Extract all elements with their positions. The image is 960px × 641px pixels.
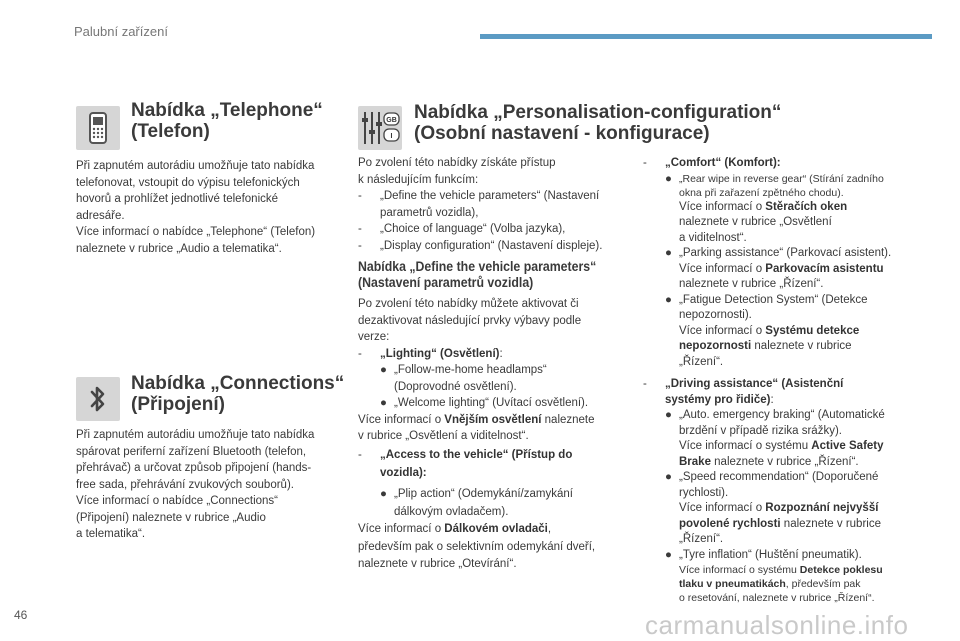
list-item [643,408,943,470]
text: naleznete v rubrice „Řízení“. [679,278,824,290]
telephone-line: hovorů a prohlížet jednotlivé telefonické [76,193,279,205]
dash-marker: - [358,449,362,461]
bluetooth-icon [76,377,120,421]
telephone-title-line1: Nabídka „Telephone“ [131,100,323,121]
lighting-more-line2: v rubrice „Osvětlení a viditelnost“. [358,430,529,442]
text: Více informací o [679,324,766,337]
bullet-marker: ● [380,397,387,409]
text-bold: Stěračích oken [765,200,848,213]
text: o resetování, naleznete v rubrice „Řízení“. [679,592,875,604]
list-item-text: „Display configuration“ (Nastavení displeje). [380,239,603,252]
comfort-heading [643,156,943,172]
text-bold: Vnějším osvětlení [444,413,542,426]
text: Více informací o systému [679,440,812,452]
list-item-text: „Plip action“ (Odemykání/zamykání [394,488,573,500]
connections-line: Více informací o nabídce „Connections“ [76,495,278,507]
list-item [358,221,628,238]
list-item-text: „Tyre inflation“ (Huštění pneumatik). [679,548,862,561]
list-item [358,188,628,221]
define-title-line2: (Nastavení parametrů vozidla) [358,274,534,290]
list-item [643,246,943,293]
text-bold: Active Safety [811,440,884,452]
connections-text [76,427,351,543]
list-item-text: „Parking assistance“ (Parkovací asistent). [679,247,892,259]
icon-badge-i: I [390,133,393,140]
access-label: vozidla): [380,466,427,479]
text: naleznete v rubrice „Osvětlení [679,216,832,228]
lighting-label: „Lighting“ (Osvětlení) [380,347,500,360]
connections-line: přehrávač) a určovat způsob připojení (hands- [76,462,312,474]
driving-label: systémy pro řidiče) [665,393,771,406]
text: Více informací o systému [679,564,800,576]
lighting-heading [358,346,633,363]
watermark: carmanualsonline.info [645,610,909,640]
text: a viditelnost“. [679,231,747,244]
dash-marker: - [358,347,362,360]
lighting-more-info [358,412,633,429]
telephone-title [131,100,323,142]
list-item-text: parametrů vozidla), [380,206,479,219]
connections-line: (Připojení) naleznete v rubrice „Audio [76,511,266,524]
connections-line: spárovat periferní zařízení Bluetooth (telefon, [76,445,307,458]
comfort-text [643,156,943,370]
text: Více informací o [358,413,445,426]
list-item-text: (Doprovodné osvětlení). [394,380,517,393]
colon: : [770,393,774,406]
list-item [358,238,628,255]
text: naleznete v rubrice „Řízení“. [710,455,859,468]
bullet-marker: ● [665,247,672,259]
list-item [358,395,633,412]
list-item-text: nepozornosti). [679,309,752,321]
define-intro-line: verze: [358,331,390,343]
text-bold: Systému detekce [765,324,860,337]
list-item [643,548,943,606]
list-item-text: rychlosti). [679,486,729,499]
access-label: „Access to the vehicle“ (Přístup do [380,449,573,461]
driving-label: „Driving assistance“ (Asistenční [665,378,844,390]
dash-marker: - [358,190,362,202]
dash-marker: - [358,239,362,252]
list-item [358,362,633,395]
text-bold: povolené rychlosti [679,517,781,530]
phone-icon [76,106,120,150]
list-item-text: „Welcome lighting“ (Uvítací osvětlení). [394,397,589,409]
access-more-line2: především pak o selektivním odemykání dveří, [358,540,596,553]
list-item-text: „Choice of language“ (Volba jazyka), [380,223,566,235]
connections-title-line2: (Připojení) [131,394,225,415]
list-item-text: „Speed recommendation“ (Doporučené [679,471,879,483]
connections-line: free sada, přehrávání zvukových souborů). [76,478,294,491]
dash-marker: - [358,223,362,235]
telephone-line: Při zapnutém autorádiu umožňuje tato nabídka [76,160,315,172]
bullet-marker: ● [665,471,672,483]
connections-title [131,373,344,415]
access-more-line3: naleznete v rubrice „Otevírání“. [358,558,517,570]
text: Více informací o [679,200,766,213]
intro-line: k následujícím funkcím: [358,173,479,186]
define-text [358,296,633,445]
text-bold: Parkovacím asistentu [765,262,884,275]
text-bold: Rozpoznání nejvyšší [765,502,879,514]
bullet-marker: ● [665,548,672,561]
define-title [358,258,596,290]
personalisation-title-line2: (Osobní nastavení - konfigurace) [414,123,710,144]
bullet-marker: ● [380,488,387,500]
list-item [643,293,943,371]
text: naleznete v rubrice [751,340,852,352]
comfort-label: „Comfort“ (Komfort): [665,157,781,169]
connections-line: a telematika“. [76,528,146,540]
text-bold: Brake [679,455,711,468]
text: , především pak [785,578,861,590]
text-bold: nepozornosti [679,340,752,352]
text-bold: Detekce poklesu [799,564,883,576]
telephone-line: Více informací o nabídce „Telephone“ (Telefon) [76,226,316,238]
list-item-text: brzdění v případě rizika srážky). [679,424,842,437]
personalisation-title-line1: Nabídka „Personalisation-configuration“ [414,102,782,123]
header-accent-bar [480,34,932,39]
dash-marker: - [643,378,647,390]
telephone-text [76,158,346,257]
driving-text [643,377,943,605]
list-item-text: okna při zařazení zpětného chodu). [679,186,844,199]
list-item-text: „Auto. emergency braking“ (Automatické [679,409,885,421]
text-bold: tlaku v pneumatikách [679,578,786,590]
access-text [358,447,633,574]
telephone-line: adresáře. [76,209,125,222]
text-bold: Dálkovém ovladači [444,523,548,535]
list-item [358,486,633,521]
bullet-marker: ● [665,293,672,306]
list-item [643,470,943,548]
list-item-text: „Follow-me-home headlamps“ [394,364,547,376]
bullet-marker: ● [380,364,387,376]
bullet-marker: ● [665,409,672,421]
define-intro-line: Po zvolení této nabídky můžete aktivovat či [358,298,579,310]
text: Více informací o [679,262,766,275]
header-title: Palubní zařízení [74,24,168,39]
telephone-line: telefonovat, vstoupit do výpisu telefonických [76,176,300,189]
colon: : [499,347,503,360]
text: Více informací o [679,502,766,514]
telephone-line: naleznete v rubrice „Audio a telematika“. [76,242,282,255]
personalisation-title [414,102,781,144]
connections-line: Při zapnutém autorádiu umožňuje tato nabídka [76,429,315,441]
define-title-line1: Nabídka „Define the vehicle parameters“ [358,258,597,274]
list-item [643,172,943,247]
text: „Řízení“. [679,355,724,368]
bullet-marker: ● [665,172,672,185]
text: naleznete [541,413,595,426]
define-intro-line: dezaktivovat následující prvky výbavy podle [358,314,582,327]
connections-title-line1: Nabídka „Connections“ [131,373,345,394]
settings-sliders-icon [358,106,402,150]
text: naleznete v rubrice [780,517,881,530]
access-heading [358,447,633,482]
list-item-text: „Define the vehicle parameters“ (Nastavení [380,190,600,202]
list-item-text: „Rear wipe in reverse gear“ (Stírání zadního [679,172,884,185]
icon-badge-gb: GB [386,117,397,124]
list-item-text: „Fatigue Detection System“ (Detekce [679,293,868,306]
text: Více informací o [358,523,445,535]
intro-line: Po zvolení této nabídky získáte přístup [358,157,556,169]
list-item-text: dálkovým ovladačem). [394,505,509,518]
driving-heading [643,377,943,408]
telephone-title-line2: (Telefon) [131,121,210,142]
access-more-info [358,521,633,539]
text: „Řízení“. [679,533,724,545]
dash-marker: - [643,157,647,169]
page-number: 46 [14,608,28,622]
text: , [547,523,552,535]
personalisation-text [358,155,628,254]
